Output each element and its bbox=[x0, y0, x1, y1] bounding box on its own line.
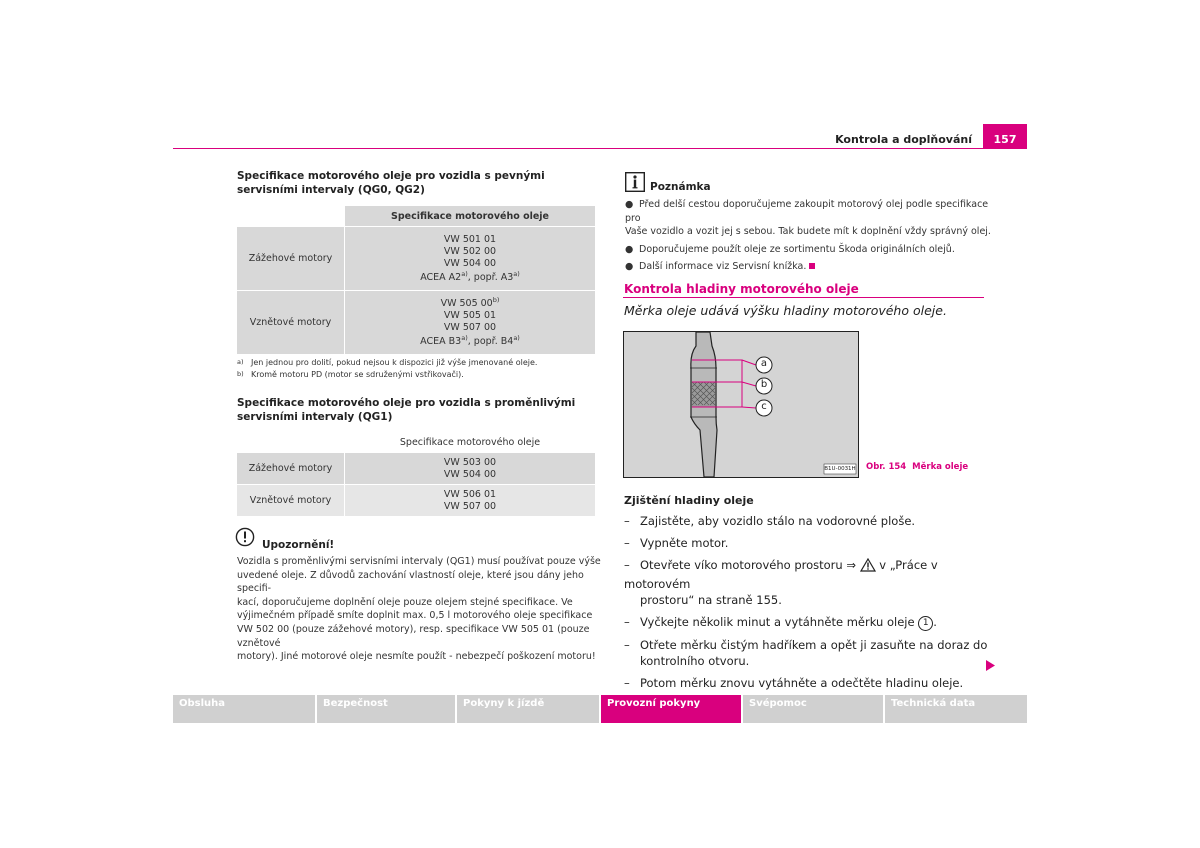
list-item: – Vyčkejte několik minut a vytáhněte měrku oleje 1 . bbox=[624, 615, 937, 629]
warning-triangle-icon bbox=[860, 558, 876, 576]
footnote: a) Jen jednou pro dolití, pokud nejsou k dispozici již výše jmenované oleje. bbox=[237, 358, 538, 367]
spec-table-variable bbox=[236, 431, 596, 517]
footnote: b) Kromě motoru PD (motor se sdruženými vstřikovači). bbox=[237, 370, 464, 379]
steps-title: Zjištění hladiny oleje bbox=[624, 494, 754, 507]
warning-exclamation-icon bbox=[235, 527, 255, 547]
list-item-continuation: prostoru“ na straně 155. bbox=[640, 593, 782, 607]
nav-tab-bezpecnost[interactable]: Bezpečnost bbox=[317, 695, 455, 723]
table-row-values: VW 506 01 VW 507 00 bbox=[345, 485, 596, 517]
table-row-label: Vznětové motory bbox=[237, 485, 345, 517]
nav-tab-technicka-data[interactable]: Technická data bbox=[885, 695, 1027, 723]
end-marker-icon bbox=[809, 263, 815, 269]
footnotes bbox=[237, 357, 597, 381]
page-number: 157 bbox=[983, 124, 1027, 149]
section-title-variable-intervals: Specifikace motorového oleje pro vozidla s proměnlivými servisními intervaly (QG1) bbox=[237, 397, 576, 423]
nav-tab-provozni-pokyny[interactable]: Provozní pokyny bbox=[601, 695, 741, 723]
table-row-label: Vznětové motory bbox=[237, 291, 345, 355]
chapter-nav bbox=[173, 695, 1027, 723]
nav-tab-obsluha[interactable]: Obsluha bbox=[173, 695, 315, 723]
list-item: ● Doporučujeme použít oleje ze sortimentu Škoda originálních olejů. bbox=[625, 243, 955, 255]
note-info-icon bbox=[625, 172, 645, 192]
list-item: ● Další informace viz Servisní knížka. bbox=[625, 260, 995, 274]
table-row-label: Zážehové motory bbox=[237, 453, 345, 485]
list-item: – Potom měrku znovu vytáhněte a odečtěte hladinu oleje. bbox=[624, 676, 964, 690]
figure-dipstick bbox=[623, 331, 859, 478]
list-item: – Otřete měrku čistým hadříkem a opět ji zasuňte na doraz do bbox=[624, 638, 988, 652]
figure-label-a: a bbox=[760, 358, 768, 369]
warning-text: Vozidla s proměnlivými servisními intervaly (QG1) musí používat pouze výše uvedené oleje. Z důvodů zachování vlastností oleje, které jsou dány jeho specifi- kací, doporučujeme doplnění oleje pouze olejem stejné specifikace. Ve výjimečném případě smíte doplnit max. 0,5 l motorového oleje specifikace VW 502 00 (pouze zážehové motory), resp. specifikace VW 505 01 (pouze vznětové motory). Jiné motorové oleje nesmíte použít - nebezpečí poškození motoru! bbox=[237, 556, 601, 663]
section-subtitle: Měrka oleje udává výšku hladiny motorového oleje. bbox=[624, 303, 947, 318]
nav-tab-svepomoc[interactable]: Svépomoc bbox=[743, 695, 883, 723]
list-item: – Vypněte motor. bbox=[624, 536, 729, 550]
list-item: – Otevřete víko motorového prostoru ⇒ v „Práce v motorovém bbox=[624, 558, 938, 591]
header-rule bbox=[173, 148, 1027, 149]
note-title: Poznámka bbox=[650, 181, 711, 193]
figure-label-b: b bbox=[760, 379, 768, 390]
table-row-values: VW 501 01 VW 502 00 VW 504 00 ACEA A2$^{a)}$, popř. A3$^{a)}$ bbox=[345, 227, 596, 291]
note-bullets bbox=[625, 198, 995, 274]
warning-title: Upozornění! bbox=[262, 539, 335, 551]
table-row-label: Zážehové motory bbox=[237, 227, 345, 291]
running-header-title: Kontrola a doplňování bbox=[835, 133, 972, 146]
list-item: – Zajistěte, aby vozidlo stálo na vodorovné ploše. bbox=[624, 514, 916, 528]
list-item: Vaše vozidlo a vozit jej s sebou. Tak budete mít k doplnění vždy správný olej. bbox=[625, 226, 991, 238]
table-header: Specifikace motorového oleje bbox=[345, 206, 596, 227]
nav-tab-pokyny-k-jizde[interactable]: Pokyny k jízdě bbox=[457, 695, 599, 723]
list-item-continuation: kontrolního otvoru. bbox=[640, 654, 750, 668]
continue-arrow-icon bbox=[986, 656, 995, 675]
figure-code: B1U-0031H bbox=[824, 466, 856, 472]
section-rule bbox=[623, 297, 984, 298]
callout-1: 1 bbox=[918, 616, 933, 631]
section-title-oil-level: Kontrola hladiny motorového oleje bbox=[624, 282, 859, 296]
figure-label-c: c bbox=[761, 401, 767, 412]
spec-table-fixed bbox=[236, 205, 596, 355]
steps-list bbox=[624, 513, 994, 691]
section-title-fixed-intervals: Specifikace motorového oleje pro vozidla s pevnými servisními intervaly (QG0, QG2) bbox=[237, 170, 545, 196]
list-item: ● Před delší cestou doporučujeme zakoupit motorový olej podle specifikace pro bbox=[625, 199, 989, 224]
table-row-values: VW 503 00 VW 504 00 bbox=[345, 453, 596, 485]
table-row-values: VW 505 00$^{b)}$ VW 505 01 VW 507 00 ACEA B3$^{a)}$, popř. B4$^{a)}$ bbox=[345, 291, 596, 355]
table-header: Specifikace motorového oleje bbox=[345, 432, 596, 453]
figure-caption: Obr. 154 Měrka oleje bbox=[866, 462, 969, 472]
